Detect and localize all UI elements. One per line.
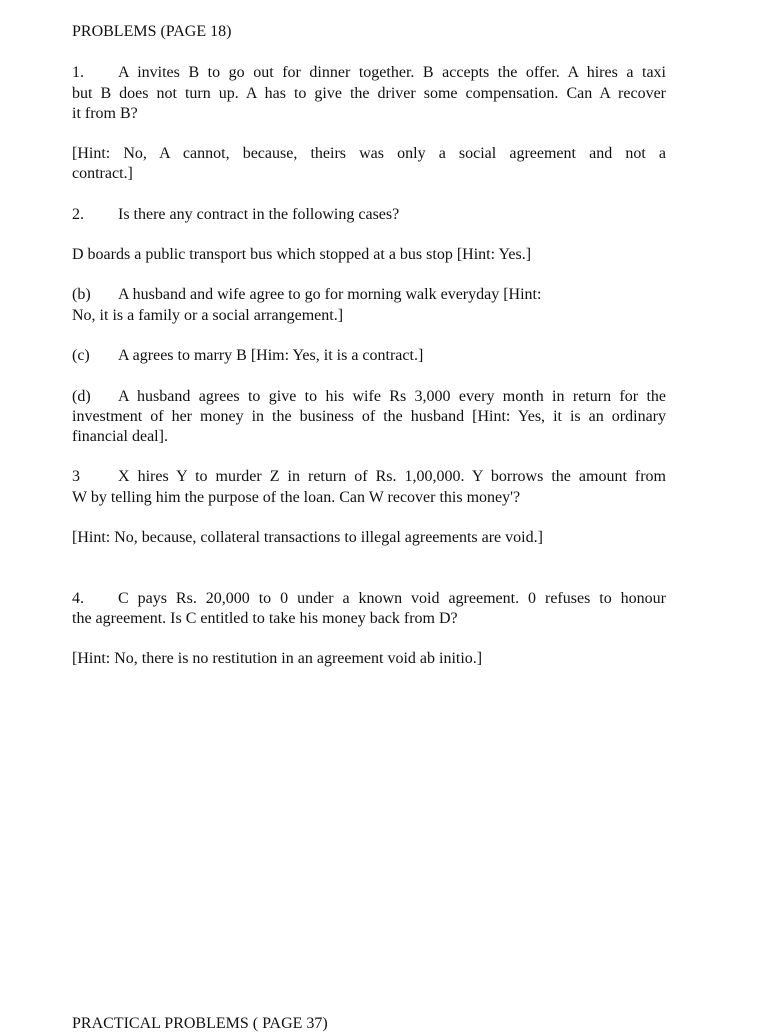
problem-4-line-2: the agreement. Is C entitled to take his money back from D?	[72, 610, 458, 627]
case-b-line-1	[72, 285, 666, 305]
next-section-heading: PRACTICAL PROBLEMS ( PAGE 37)	[72, 1015, 328, 1032]
problem-4-number: 4.	[72, 590, 84, 607]
hint-4-line: [Hint: No, there is no restitution in an agreement void ab initio.]	[72, 650, 483, 667]
hint-3-line: [Hint: No, because, collateral transactions to illegal agreements are void.]	[72, 529, 543, 546]
problem-1-number: 1.	[72, 64, 84, 81]
problem-1-line-2: but B does not turn up. A has to give the driver some compensation. Can A recover	[72, 85, 666, 102]
problem-3-text-1: X hires Y to murder Z in return of Rs. 1,00,000. Y borrows the amount from	[118, 468, 666, 485]
case-d-text-1: A husband agrees to give to his wife Rs 3,000 every month in return for the	[118, 388, 666, 405]
case-b-line-2: No, it is a family or a social arrangement.]	[72, 307, 344, 324]
case-d-line-3: financial deal].	[72, 428, 168, 445]
problem-2-text: Is there any contract in the following cases?	[118, 206, 400, 223]
problem-4-line-1	[72, 589, 666, 609]
problem-3-number: 3	[72, 468, 80, 485]
hint-1-line-2: contract.]	[72, 165, 133, 182]
case-d-line-1	[72, 387, 666, 407]
problem-4-text-1: C pays Rs. 20,000 to 0 under a known void agreement. 0 refuses to honour	[118, 590, 666, 607]
problem-3-line-2: W by telling him the purpose of the loan. Can W recover this money'?	[72, 489, 521, 506]
case-c-label: (c)	[72, 347, 90, 364]
hint-1-line-1: [Hint: No, A cannot, because, theirs was only a social agreement and not a	[72, 145, 666, 162]
case-a-line: D boards a public transport bus which stopped at a bus stop [Hint: Yes.]	[72, 246, 532, 263]
problem-1-line-1	[72, 63, 666, 83]
problem-3-line-1	[72, 467, 666, 487]
case-d-line-2: investment of her money in the business of the husband [Hint: Yes, it is an ordinary	[72, 408, 666, 425]
problem-2-number: 2.	[72, 206, 84, 223]
case-b-text-1: A husband and wife agree to go for morning walk everyday [Hint:	[118, 286, 542, 303]
case-c-line	[72, 346, 666, 366]
problem-2-line	[72, 205, 666, 225]
case-d-label: (d)	[72, 388, 91, 405]
problem-1-line-3: it from B?	[72, 105, 138, 122]
page-heading: PROBLEMS (PAGE 18)	[72, 23, 232, 40]
case-c-text: A agrees to marry B [Him: Yes, it is a contract.]	[118, 347, 424, 364]
case-b-label: (b)	[72, 286, 91, 303]
problem-1-text-1: A invites B to go out for dinner together. B accepts the offer. A hires a taxi	[118, 64, 666, 81]
